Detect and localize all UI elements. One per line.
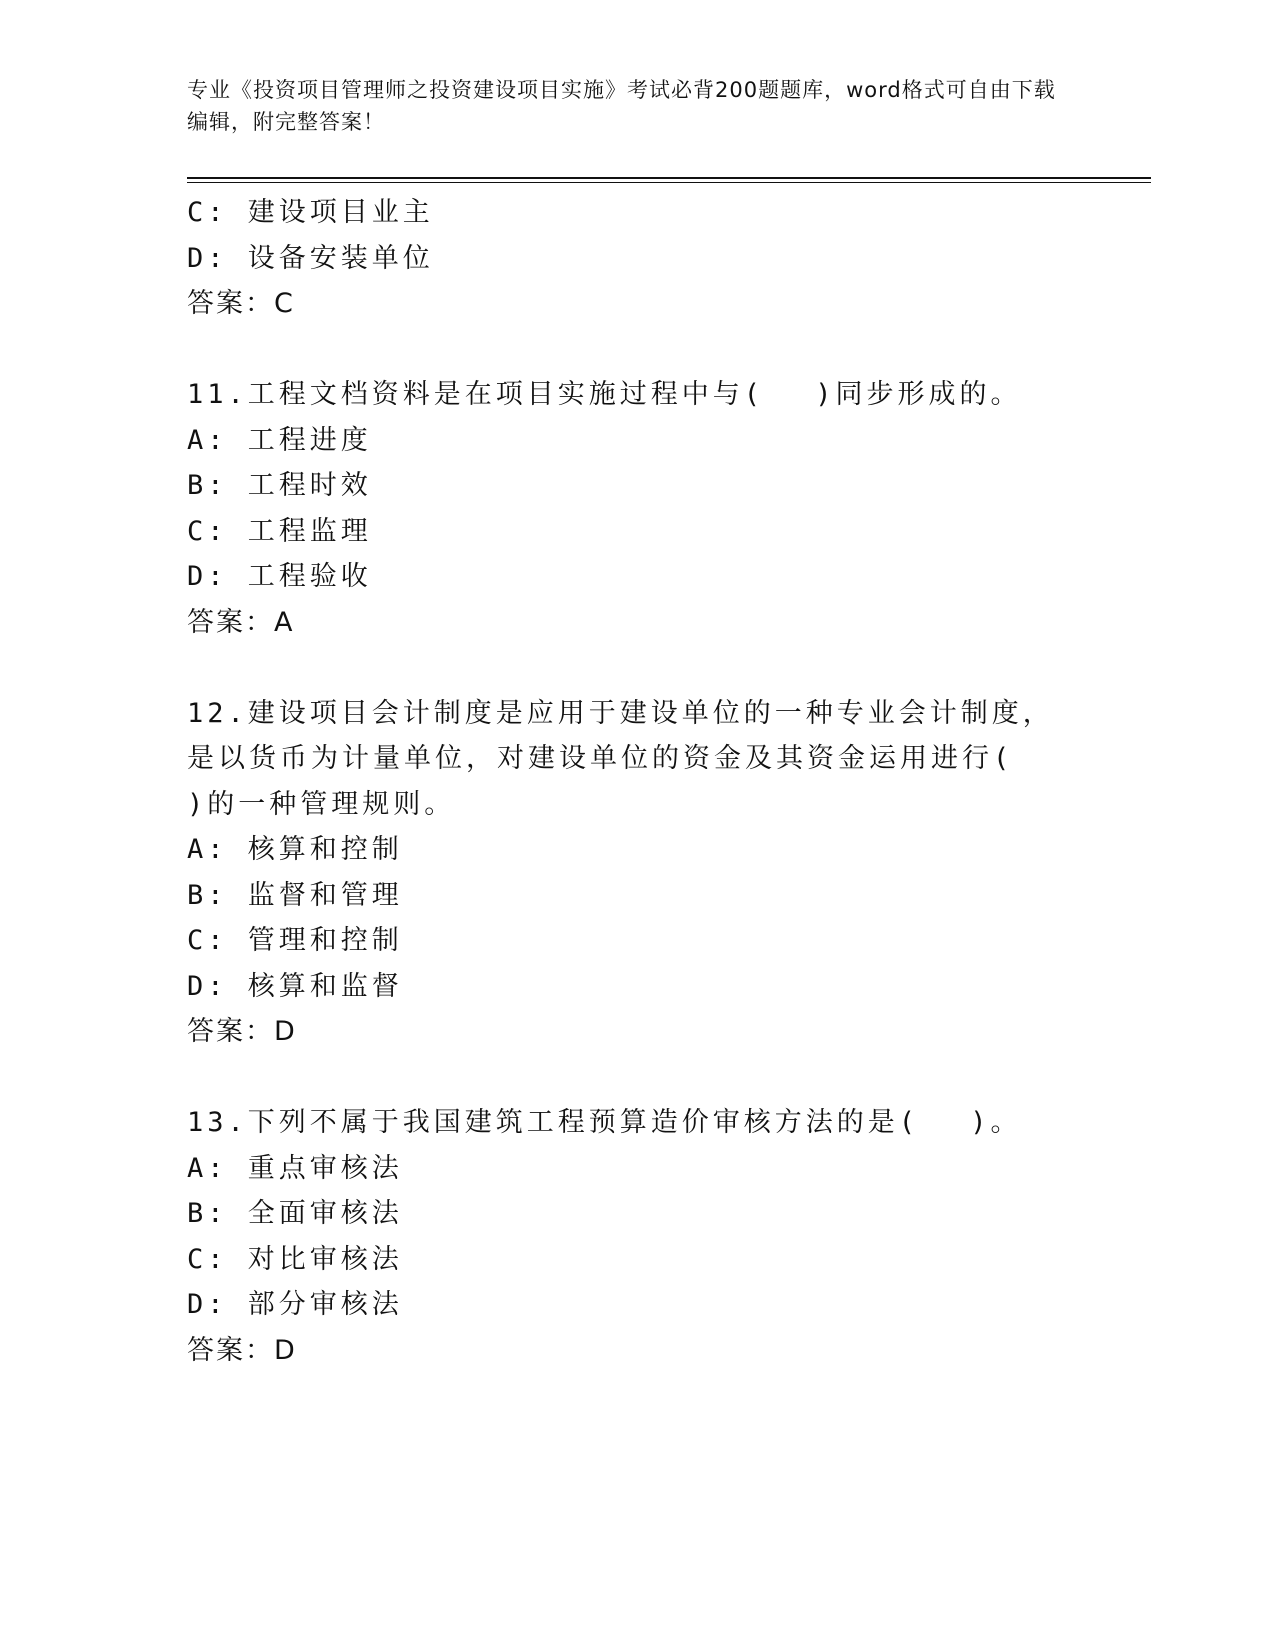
question-text: 12.建设项目会计制度是应用于建设单位的一种专业会计制度，是以货币为计量单位，对建设单位的资金及其资金运用进行( )的一种管理规则。	[187, 697, 1065, 820]
answer-line: 答案：C	[187, 288, 295, 319]
question-block-11	[187, 372, 1087, 645]
option-c: C: 建设项目业主	[187, 197, 434, 228]
option-d: D: 核算和监督	[187, 970, 403, 1002]
question-content	[187, 190, 1087, 1373]
question-block-12	[187, 691, 1087, 1055]
option-a: A: 重点审核法	[187, 1152, 403, 1184]
option-d: D: 部分审核法	[187, 1289, 403, 1320]
option-c: C: 对比审核法	[187, 1243, 403, 1275]
question-text: 13.下列不属于我国建筑工程预算造价审核方法的是( )。	[187, 1107, 1022, 1138]
header-rule-thick	[187, 177, 1151, 179]
option-b: B: 全面审核法	[187, 1198, 403, 1229]
option-b: B: 监督和管理	[187, 879, 403, 911]
option-a: A: 工程进度	[187, 424, 372, 456]
spacer	[187, 1055, 1087, 1101]
option-a: A: 核算和控制	[187, 834, 403, 865]
spacer	[187, 327, 1087, 373]
option-c: C: 工程监理	[187, 515, 372, 547]
answer-line: 答案：D	[187, 1334, 297, 1366]
document-header-title: 专业《投资项目管理师之投资建设项目实施》考试必背200题题库，word格式可自由下载编辑，附完整答案！	[187, 78, 1056, 134]
option-d: D: 工程验收	[187, 561, 372, 592]
option-c: C: 管理和控制	[187, 925, 403, 956]
header-rule-thin	[187, 182, 1151, 183]
answer-line: 答案：D	[187, 1016, 297, 1047]
question-block-13	[187, 1100, 1087, 1373]
option-d: D: 设备安装单位	[187, 242, 434, 274]
spacer	[187, 645, 1087, 691]
question-block-prev	[187, 190, 1087, 327]
answer-line: 答案：A	[187, 606, 295, 638]
option-b: B: 工程时效	[187, 470, 372, 501]
question-text: 11.工程文档资料是在项目实施过程中与( )同步形成的。	[187, 379, 1022, 410]
